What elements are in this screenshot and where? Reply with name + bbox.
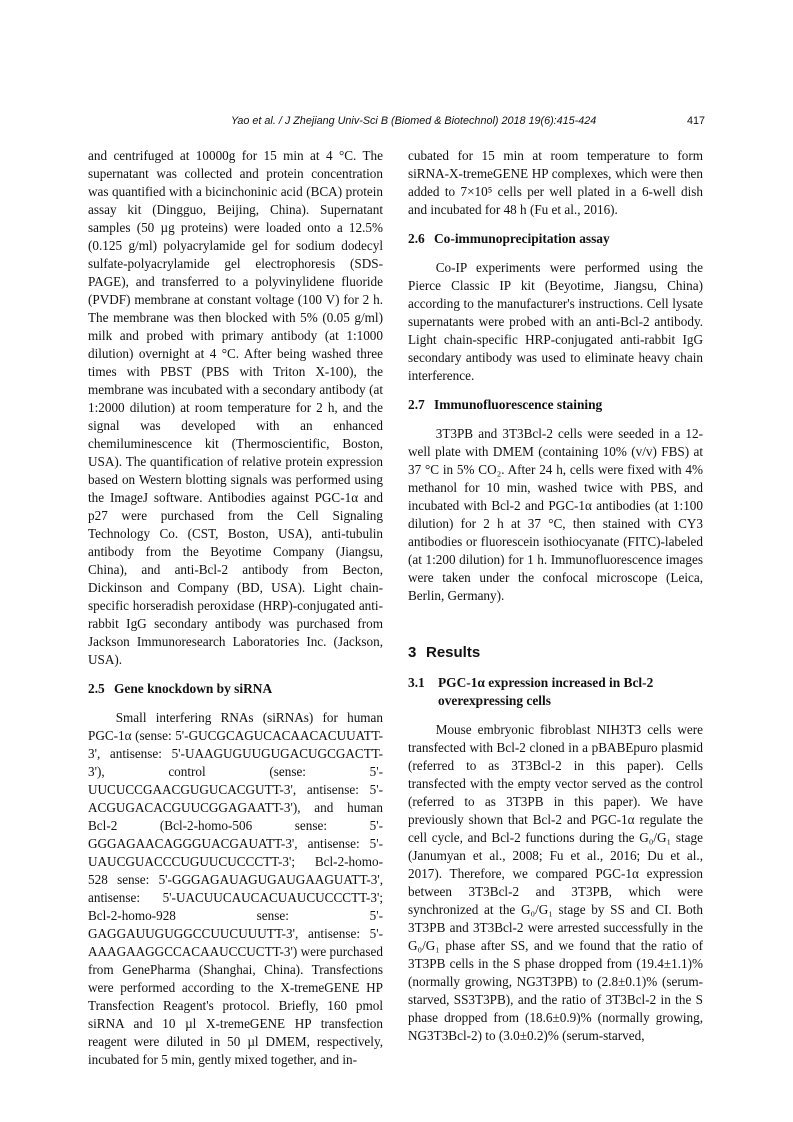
section-number: 2.5: [88, 681, 105, 696]
right-column: [408, 147, 703, 1045]
running-title: Yao et al. / J Zhejiang Univ-Sci B (Biomed & Biotechnol) 2018 19(6):415-424: [231, 115, 597, 127]
section-title: Co-immunoprecipitation assay: [434, 231, 610, 246]
section-number: 2.6: [408, 231, 425, 246]
page-number: 417: [686, 115, 705, 127]
co-ip-paragraph: Co-IP experiments were performed using the Pierce Classic IP kit (Beyotime, Jiangsu, China) according to the manufacturer's instructions. Cell lysate supernatants were probed with an anti-Bcl-2 antibody. Light chain-specific HRP-conjugated anti-rabbit IgG secondary antibody was used to eliminate heavy chain interference.: [408, 260, 703, 383]
section-title: Results: [426, 644, 481, 661]
left-column: [88, 147, 383, 1069]
sirna-paragraph: Small interfering RNAs (siRNAs) for human PGC-1α (sense: 5'-GUCGCAGUCACAACACUUATT-3', antisense: 5'-UAAGUGUUGUGACUGCGACTT-3'), control (sense: 5'-UUCUCCGAACGUGUCACGUTT-3', antisense: 5'-ACGUGACACGUUCGGAGAATT-3'), and human Bcl-2 (Bcl-2-homo-506 sense: 5'-GGGAGAACAGGGUACGAUATT-3', antisense: 5'-UAUCGUACCCUGUUCUCCCTT-3'; Bcl-2-homo-528 sense: 5'-GGGAGAUAGUGAUGAAGUATT-3', antisense: 5'-UACUUCAUCACUAUCUCCCTT-3'; Bcl-2-homo-928 sense: 5'-GAGGAUUGUGGCCUUCUUUTT-3', antisense: 5'-AAAGAAGGCCACAAUCCUCTT-3') were purchased from GenePharma (Shanghai, China). Transfections were performed according to the X-tremeGENE HP Transfection Reagent's protocol. Briefly, 160 pmol siRNA and 10 µl X-tremeGENE HP transfection reagent were diluted in 50 µl DMEM, respectively, incubated for 5 min, gently mixed together, and in-: [88, 710, 383, 1067]
section-number: 3.1: [408, 675, 425, 690]
section-2-5-heading: [88, 680, 383, 698]
section-3-heading: [408, 643, 703, 663]
immunofluorescence-paragraph: 3T3PB and 3T3Bcl-2 cells were seeded in a 12-well plate with DMEM (containing 10% (v/v) FBS) at 37 °C in 5% CO₂. After 24 h, cells were fixed with 4% methanol for 10 min, washed twice with PBS, and incubated with Bcl-2 and PGC-1α antibodies (at 1:100 dilution) for 2 h at 37 °C, then stained with CY3 antibodies or fluorescein isothiocyanate (FITC)-labeled (at 1:200 dilution) for 1 h. Immunofluorescence images were taken under the confocal microscope (Leica, Berlin, Germany).: [408, 426, 703, 603]
section-title: Gene knockdown by siRNA: [114, 681, 273, 696]
section-2-6-heading: [408, 230, 703, 248]
sirna-continued-paragraph: cubated for 15 min at room temperature to form siRNA-X-tremeGENE HP complexes, which were then added to 7×10⁵ cells per well plated in a 6-well dish and incubated for 48 h (Fu et al., 2016).: [408, 148, 703, 217]
section-number: 2.7: [408, 397, 425, 412]
running-header: [88, 113, 703, 131]
results-paragraph: Mouse embryonic fibroblast NIH3T3 cells were transfected with Bcl-2 cloned in a pBABEpuro plasmid (referred to as 3T3Bcl-2 in this paper). Cells transfected with the empty vector served as the control (referred to as 3T3PB in this paper). We have previously shown that Bcl-2 and PGC-1α regulate the cell cycle, and Bcl-2 functions during the G₀/G₁ stage (Janumyan et al., 2008; Fu et al., 2016; Du et al., 2017). Therefore, we compared PGC-1α expression between 3T3Bcl-2 and 3T3PB, which were synchronized at the G₀/G₁ stage by SS and CI. Both 3T3PB and 3T3Bcl-2 were arrested successfully in the G₀/G₁ phase after SS, and we found that the ratio of 3T3PB cells in the S phase dropped from (19.4±1.1)% (normally growing, NG3T3PB) to (2.8±0.1)% (serum-starved, SS3T3PB), and the ratio of 3T3Bcl-2 in the S phase dropped from (18.6±0.9)% (normally growing, NG3T3Bcl-2) to (3.0±0.2)% (serum-starved,: [408, 722, 703, 1043]
section-title: PGC-1α expression increased in Bcl-2 overexpressing cells: [438, 675, 654, 708]
section-title: Immunofluorescence staining: [434, 397, 603, 412]
section-number: 3: [408, 644, 417, 661]
methods-western-blot-paragraph: and centrifuged at 10000g for 15 min at 4 °C. The supernatant was collected and protein concentration was quantified with a bicinchoninic acid (BCA) protein assay kit (Dingguo, Beijing, China). Supernatant samples (50 µg proteins) were loaded onto a 12.5% (0.125 g/ml) polyacrylamide gel for sodium dodecyl sulfate-polyacrylamide gel electrophoresis (SDS-PAGE), and transferred to a polyvinylidene fluoride (PVDF) membrane at constant voltage (100 V) for 2 h. The membrane was then blocked with 5% (0.05 g/ml) milk and probed with primary antibody (at 1:1000 dilution) overnight at 4 °C. After being washed three times with PBST (PBS with Triton X-100), the membrane was incubated with a secondary antibody (at 1:2000 dilution) at room temperature for 2 h, and the signal was developed with an enhanced chemiluminescence kit (Thermoscientific, Boston, USA). The quantification of relative protein expression based on Western blotting signals was performed using the ImageJ software. Antibodies against PGC-1α and p27 were purchased from the Cell Signaling Technology Co. (CST, Boston, USA), anti-tubulin antibody from the Beyotime Company (Jiangsu, China), and anti-Bcl-2 antibody from Becton, Dickinson and Company (BD, USA). Light chain-specific horseradish peroxidase (HRP)-conjugated anti-rabbit IgG secondary antibody was purchased from Jackson Immunoresearch Laboratories Inc. (Jackson, USA).: [88, 148, 383, 667]
section-3-1-heading: [408, 674, 703, 710]
section-2-7-heading: [408, 396, 703, 414]
